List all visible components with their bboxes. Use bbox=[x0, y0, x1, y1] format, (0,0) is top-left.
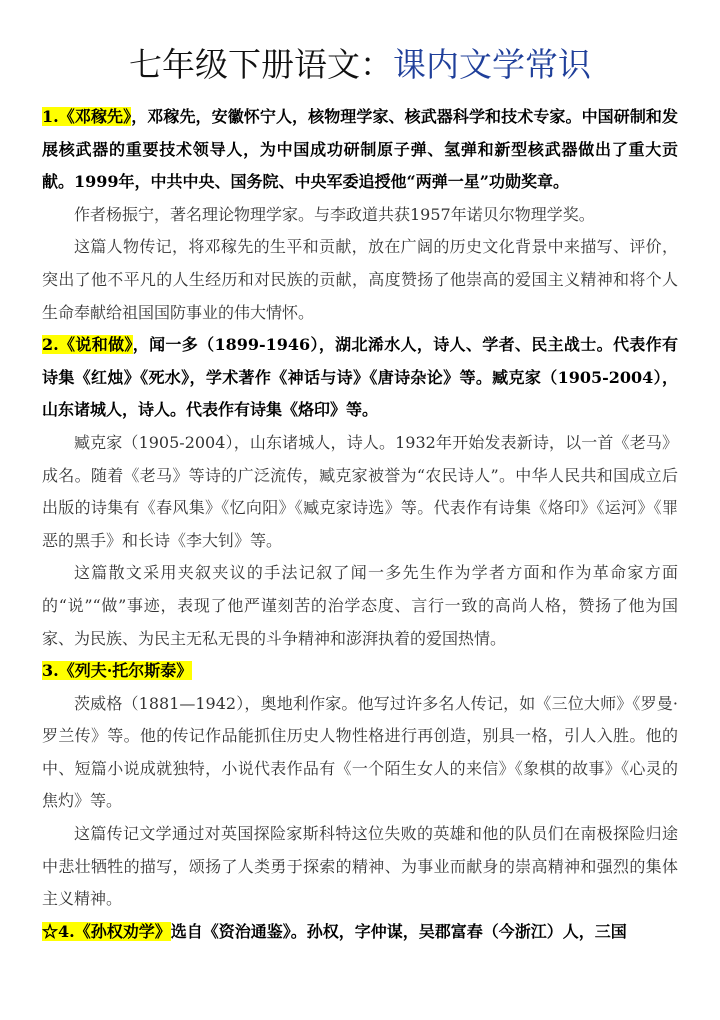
section-1-label: 1.《邓稼先》 bbox=[42, 107, 132, 126]
page-title bbox=[0, 42, 720, 88]
section-1-intro-text: ，邓稼先，安徽怀宁人，核物理学家、核武器科学和技术专家。中国研制和发展核武器的重要技术领导人，为中国成功研制原子弹、氢弹和新型核武器做出了重大贡献。1999年，中共中央、国务院、中央军委追授他“两弹一星”功勋奖章。 bbox=[42, 107, 678, 192]
section-1-author: 作者杨振宁，著名理论物理学家。与李政道共获1957年诺贝尔物理学奖。 bbox=[74, 204, 595, 224]
section-4-label: ☆4.《孙权劝学》 bbox=[42, 921, 171, 941]
section-2-intro bbox=[42, 329, 678, 427]
document-body bbox=[42, 101, 678, 948]
section-4-intro-text: 选自《资治通鉴》。孙权，字仲谋，吴郡富春（今浙江）人，三国 bbox=[170, 921, 627, 941]
section-1-intro bbox=[42, 101, 678, 199]
section-2-intro-text: ，闻一多（1899-1946），湖北浠水人，诗人、学者、民主战士。代表作有诗集《红烛》《死水》，学术著作《神话与诗》《唐诗杂论》等。臧克家（1905-2004），山东诸城人，诗人。代表作有诗集《烙印》等。 bbox=[42, 335, 678, 420]
section-3-intro bbox=[42, 655, 678, 688]
section-2-summary: 这篇散文采用夹叙夹议的手法记叙了闻一多先生作为学者方面和作为革命家方面的“说”“做”事迹，表现了他严谨刻苦的治学态度、言行一致的高尚人格，赞扬了他为国家、为民族、为民主无私无畏的斗争精神和澎湃执着的爱国热情。 bbox=[42, 563, 678, 648]
section-2-author: 臧克家（1905-2004），山东诸城人，诗人。1932年开始发表新诗，以一首《老马》成名。随着《老马》等诗的广泛流传，臧克家被誉为“农民诗人”。中华人民共和国成立后出版的诗集有《春风集》《忆向阳》《臧克家诗选》等。代表作有诗集《烙印》《运河》《罪恶的黑手》和长诗《李大钊》等。 bbox=[42, 432, 678, 550]
section-2-label: 2.《说和做》 bbox=[42, 335, 133, 355]
section-4-intro bbox=[42, 916, 678, 949]
section-3-author: 茨威格（1881—1942），奥地利作家。他写过许多名人传记，如《三位大师》《罗曼·罗兰传》等。他的传记作品能抓住历史人物性格进行再创造，别具一格，引人入胜。他的中、短篇小说成就独特，小说代表作品有《一个陌生女人的来信》《象棋的故事》《心灵的焦灼》等。 bbox=[42, 693, 678, 811]
section-3-label: 3.《列夫·托尔斯泰》 bbox=[42, 661, 193, 681]
section-1-summary: 这篇人物传记，将邓稼先的生平和贡献，放在广阔的历史文化背景中来描写、评价，突出了他不平凡的人生经历和对民族的贡献，高度赞扬了他崇高的爱国主义精神和将个人生命奉献给祖国国防事业的伟大情怀。 bbox=[42, 237, 678, 322]
section-3-summary: 这篇传记文学通过对英国探险家斯科特这位失败的英雄和他的队员们在南极探险归途中悲壮牺牲的描写，颂扬了人类勇于探索的精神、为事业而献身的崇高精神和强烈的集体主义精神。 bbox=[42, 824, 678, 909]
title-accent: 课内文学常识 bbox=[393, 45, 591, 84]
title-main: 七年级下册语文： bbox=[129, 45, 393, 84]
